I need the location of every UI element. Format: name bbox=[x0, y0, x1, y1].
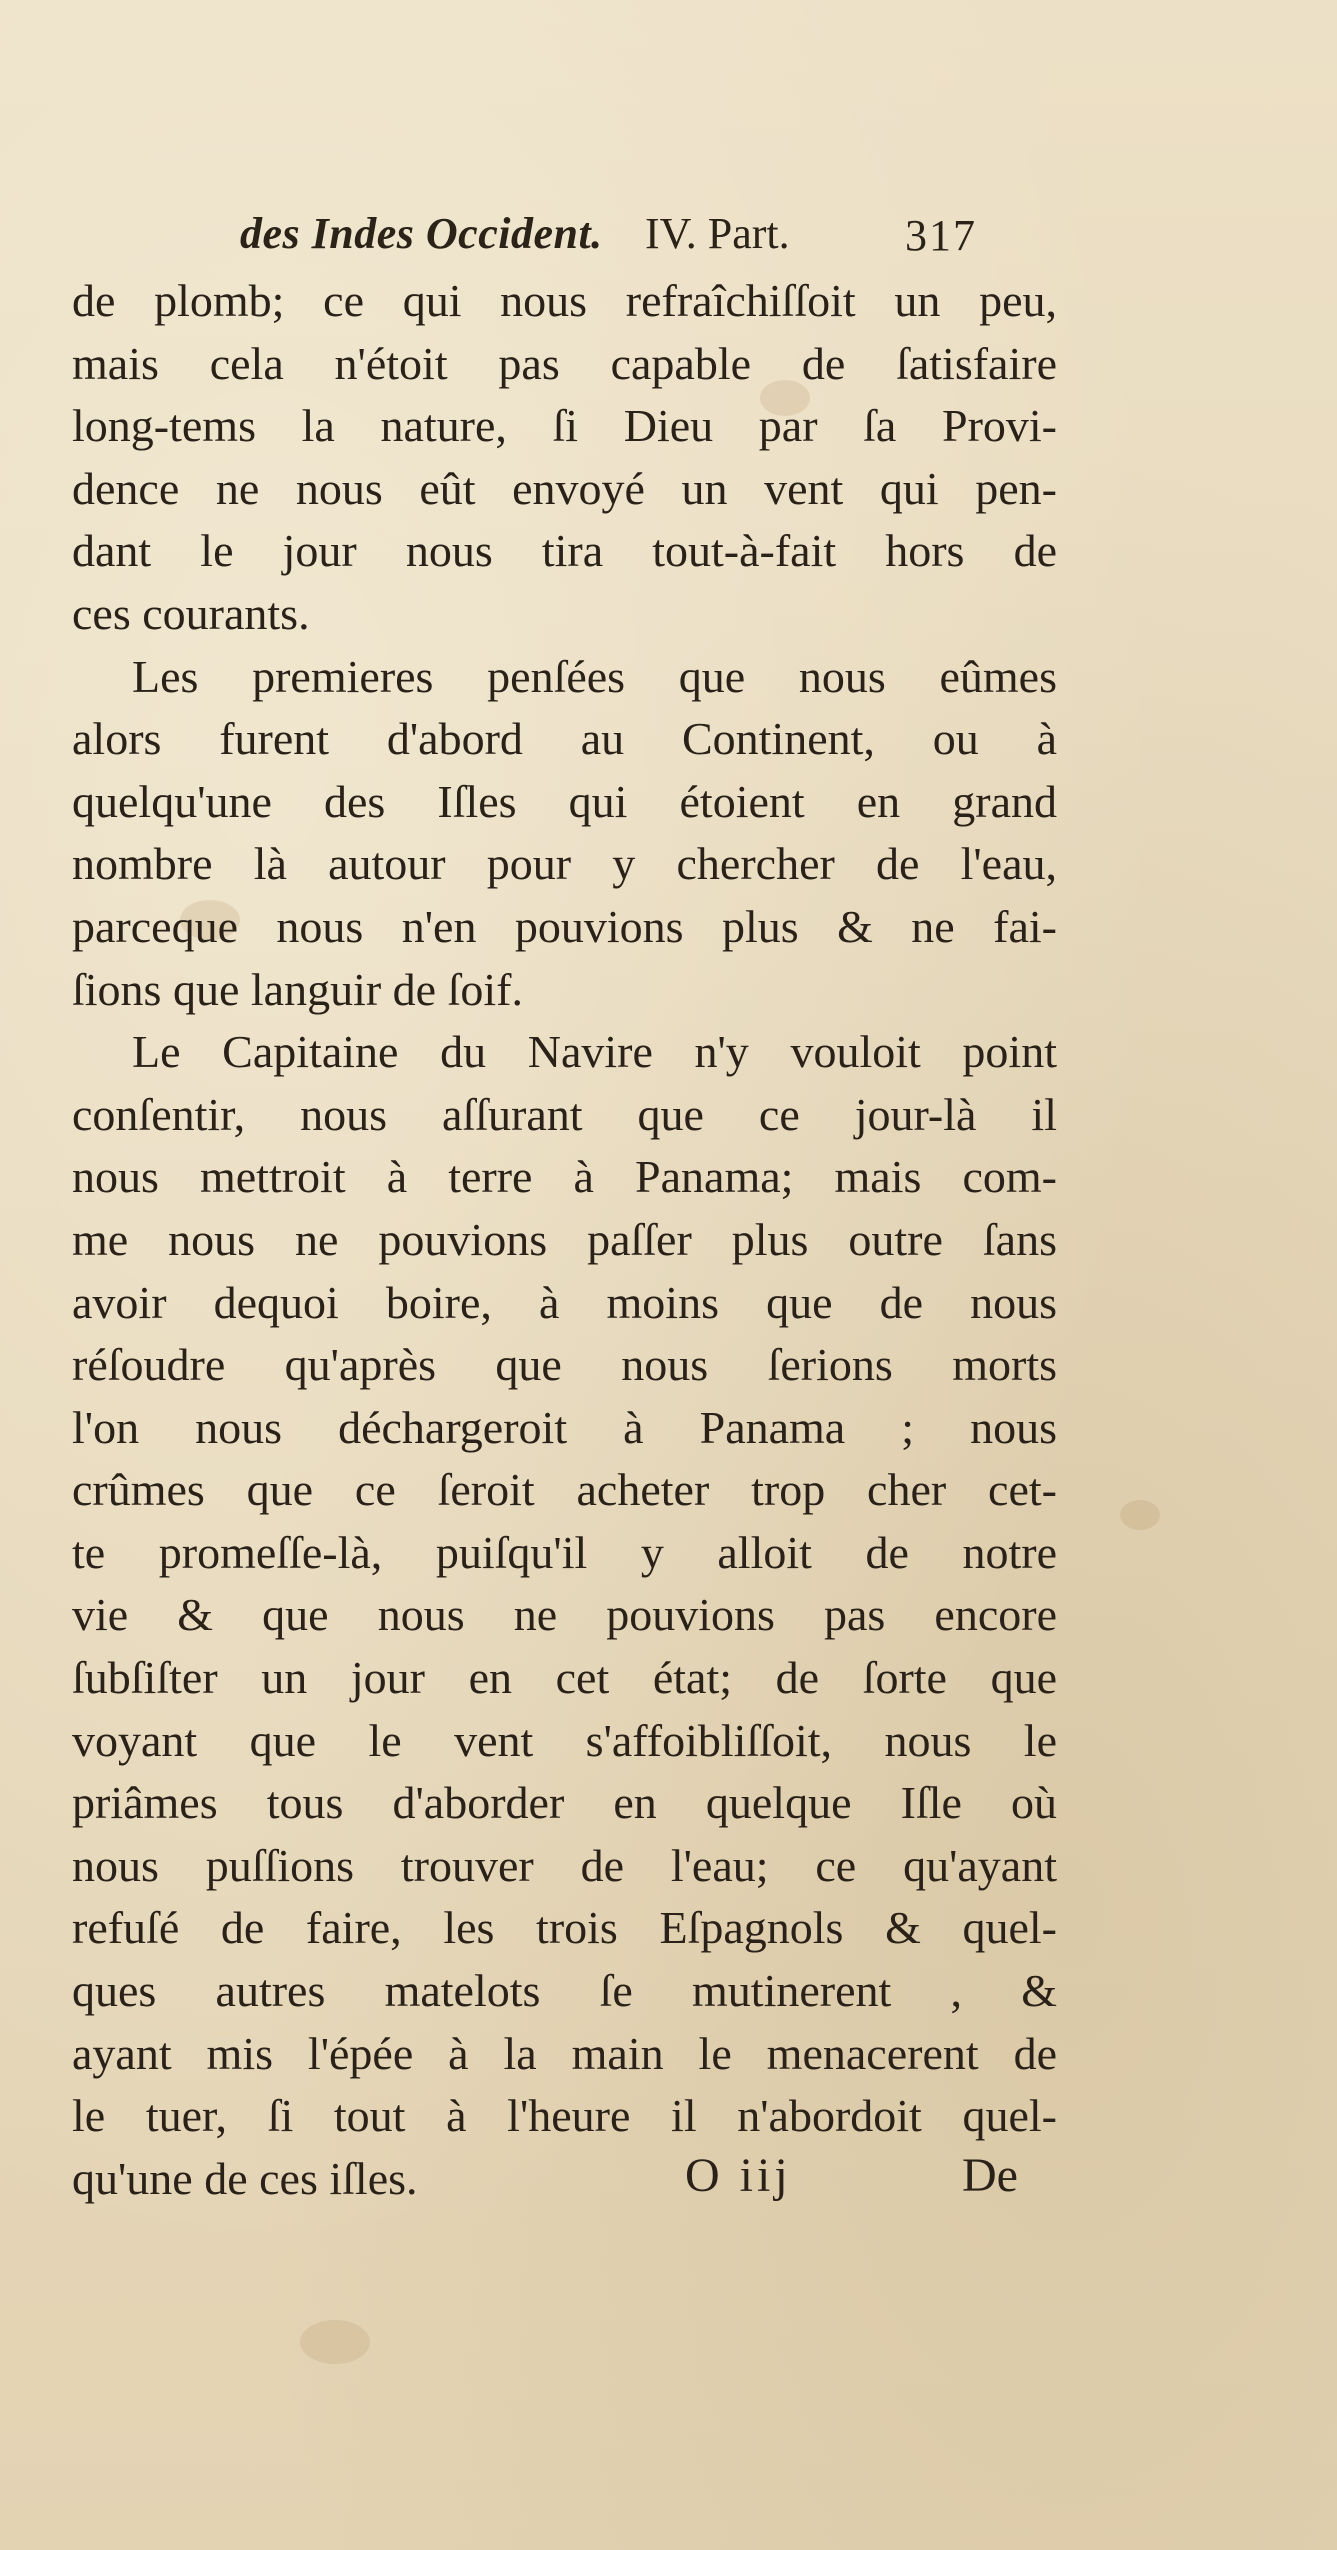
text-line: nombre là autour pour y chercher de l'eau, bbox=[72, 838, 1057, 890]
body-text bbox=[72, 270, 1057, 2210]
text-line: avoir dequoi boire, à moins que de nous bbox=[72, 1276, 1057, 1328]
paper-stain bbox=[300, 2320, 370, 2364]
text-line: parceque nous n'en pouvions plus & ne fai- bbox=[72, 900, 1057, 952]
text-line: te promeſſe-là, puiſqu'il y alloit de notre bbox=[72, 1526, 1057, 1578]
text-line: ques autres matelots ſe mutinerent , & bbox=[72, 1965, 1057, 2017]
page-footer bbox=[0, 2148, 1337, 2218]
text-line: nous mettroit à terre à Panama; mais com- bbox=[72, 1151, 1057, 1203]
text-line: conſentir, nous aſſurant que ce jour-là il bbox=[72, 1088, 1057, 1140]
page-number: 317 bbox=[905, 211, 977, 260]
text-line: qu'une de ces iſles. bbox=[72, 2152, 418, 2204]
text-line: dant le jour nous tira tout-à-fait hors de bbox=[72, 525, 1057, 577]
text-line: alors furent d'abord au Continent, ou à bbox=[72, 713, 1057, 765]
text-line: me nous ne pouvions paſſer plus outre ſans bbox=[72, 1213, 1057, 1265]
paragraph-start-line: Le Capitaine du Navire n'y vouloit point bbox=[132, 1026, 1057, 1078]
running-title: des Indes Occident. bbox=[240, 209, 603, 258]
text-line: nous puſſions trouver de l'eau; ce qu'ayant bbox=[72, 1839, 1057, 1891]
text-line: ſions que languir de ſoif. bbox=[72, 963, 523, 1015]
text-line: de plomb; ce qui nous refraîchiſſoit un peu, bbox=[72, 275, 1057, 326]
catchword: De bbox=[962, 2149, 1018, 2202]
text-line: l'on nous déchargeroit à Panama ; nous bbox=[72, 1401, 1057, 1453]
signature-mark: O iij bbox=[685, 2149, 792, 2202]
text-line: long-tems la nature, ſi Dieu par ſa Provi- bbox=[72, 400, 1057, 452]
text-line: quelqu'une des Iſles qui étoient en grand bbox=[72, 775, 1057, 827]
text-line: dence ne nous eût envoyé un vent qui pen- bbox=[72, 462, 1057, 514]
text-line: priâmes tous d'aborder en quelque Iſle où bbox=[72, 1777, 1057, 1829]
text-line: voyant que le vent s'affoibliſſoit, nous le bbox=[72, 1714, 1057, 1766]
text-line: refuſé de faire, les trois Eſpagnols & quel- bbox=[72, 1902, 1057, 1954]
paper-stain bbox=[1120, 1500, 1160, 1530]
text-line: ſubſiſter un jour en cet état; de ſorte que bbox=[72, 1652, 1057, 1704]
text-line: réſoudre qu'après que nous ſerions morts bbox=[72, 1339, 1057, 1391]
text-line: ces courants. bbox=[72, 587, 310, 639]
text-line: le tuer, ſi tout à l'heure il n'abordoit quel- bbox=[72, 2090, 1057, 2142]
text-line: vie & que nous ne pouvions pas encore bbox=[72, 1589, 1057, 1641]
text-line: crûmes que ce ſeroit acheter trop cher cet- bbox=[72, 1464, 1057, 1516]
page-header bbox=[240, 208, 1070, 268]
part-label: IV. Part. bbox=[645, 209, 790, 258]
text-line: ayant mis l'épée à la main le menacerent de bbox=[72, 2027, 1057, 2079]
text-line: mais cela n'étoit pas capable de ſatisfaire bbox=[72, 337, 1057, 389]
paragraph-start-line: Les premieres penſées que nous eûmes bbox=[132, 650, 1057, 702]
